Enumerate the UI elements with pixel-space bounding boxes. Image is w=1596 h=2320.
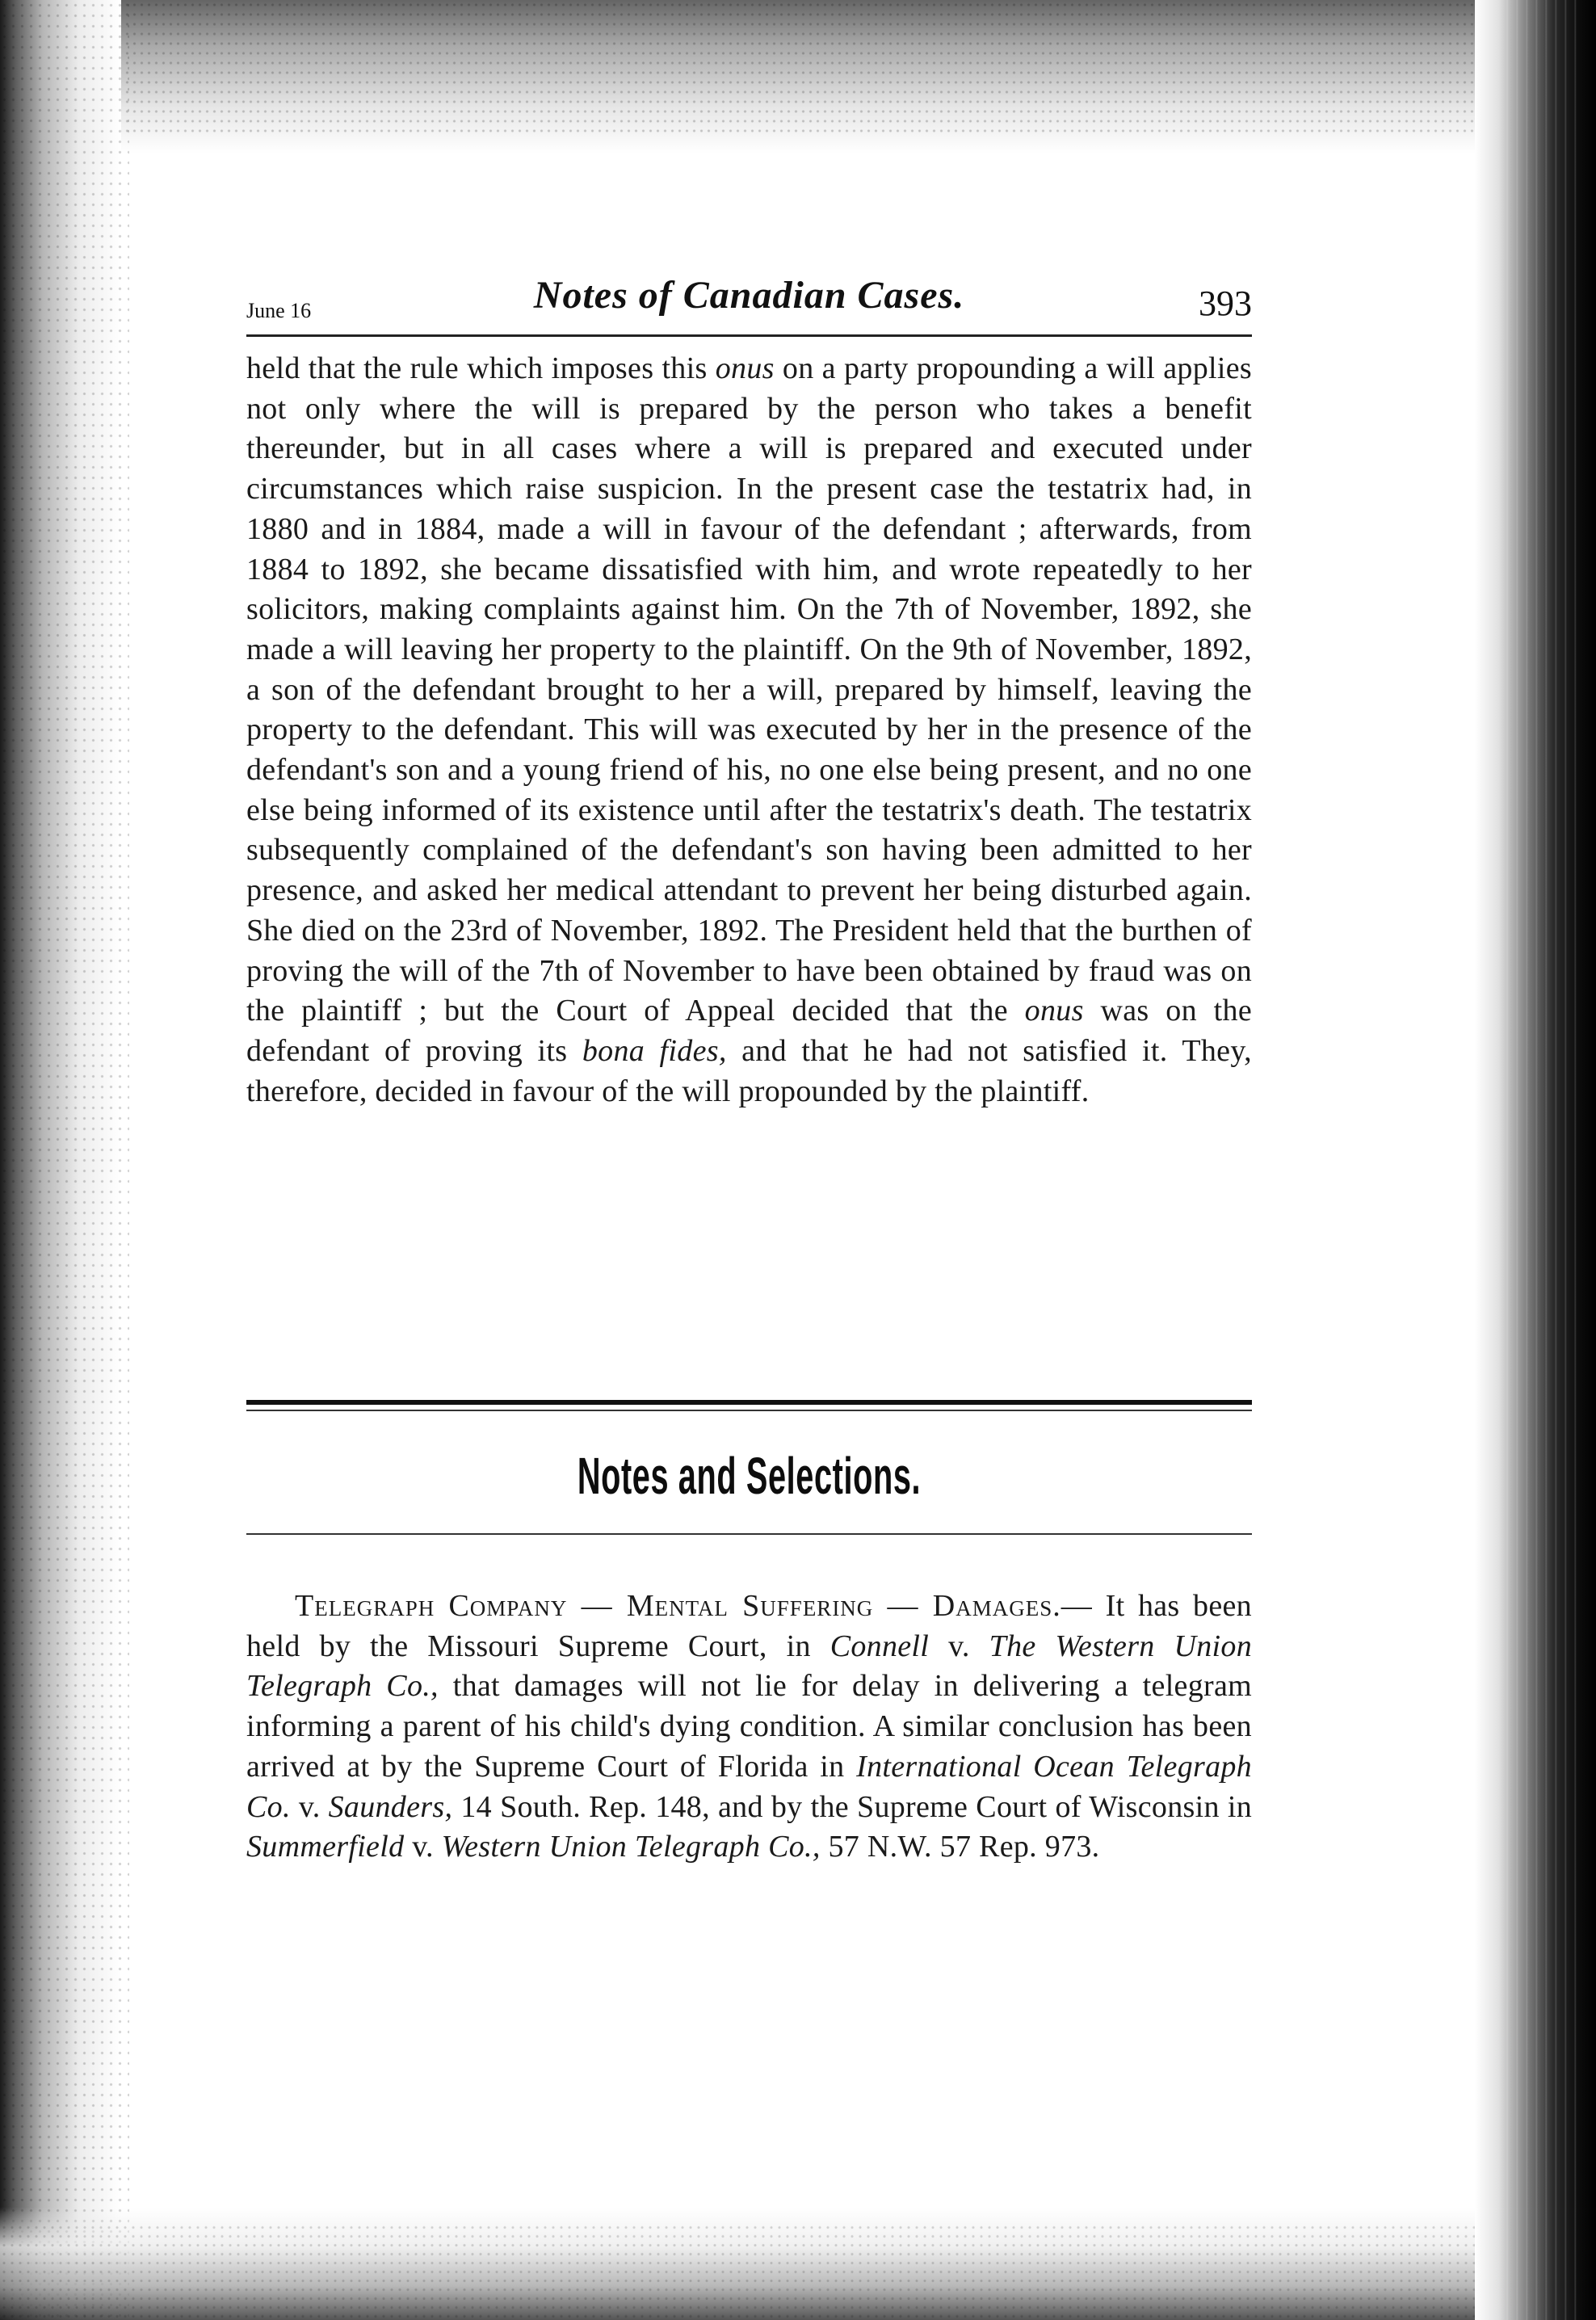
header-title: Notes of Canadian Cases. (533, 274, 965, 317)
note-caption: Telegraph Company — Mental Suffering — Damages. (295, 1589, 1061, 1623)
note-text-1: It has been held by the Missouri Supreme Court, in (246, 1589, 1252, 1663)
note-text-4: 57 N.W. 57 Rep. 973. (820, 1830, 1100, 1864)
note-case-western-union-2: Western Union Telegraph Co., (441, 1830, 821, 1864)
note-caption-dash: — (1060, 1589, 1093, 1623)
note-paragraph (246, 1587, 1252, 1868)
page-number: 393 (1199, 284, 1252, 323)
scan-speckle-left (0, 0, 129, 2320)
note-case-connell: Connell (830, 1629, 930, 1663)
case-onus-1: onus (715, 351, 775, 385)
book-spine-stripes (1499, 0, 1580, 2320)
note-versus-1: v. (929, 1629, 989, 1663)
case-text-4: and that he had not satisfied it. They, therefore, decided in favour of the will propounded by the plaintiff. (246, 1033, 1252, 1108)
section-heading-rule (246, 1533, 1252, 1535)
case-text-3: was on the defendant of proving its (246, 994, 1252, 1068)
note-text-3: 14 South. Rep. 148, and by the Supreme Court of Wisconsin in (452, 1789, 1253, 1824)
case-onus-2: onus (1024, 994, 1084, 1028)
note-case-international-ocean: International Ocean Telegraph Co. (246, 1749, 1252, 1824)
note-case-western-union: The Western Union Telegraph Co., (246, 1629, 1253, 1704)
note-case-summerfield: Summerfield (246, 1830, 405, 1864)
case-paragraph (246, 349, 1252, 1112)
note-text-2: that damages will not lie for delay in delivering a telegram informing a parent of his child's dying condition. A similar conclusion has been arrived at by the Supreme Court of Florida in (246, 1669, 1252, 1784)
case-text-1: held that the rule which imposes this (246, 351, 716, 385)
note-versus-3: v. (404, 1830, 442, 1864)
note-versus-2: v. (290, 1789, 329, 1824)
header-date: June 16 (246, 299, 312, 322)
case-text-2: on a party propounding a will applies not only where the will is prepared by the person who takes a benefit thereunder, but in all cases where a will is prepared and executed under circumstances which raise suspicion. In the present case the testatrix had, in 1880 and in 1884, made a will in favour of the defendant ; afterwards, from 1884 to 1892, she became dissatisfied with him, and wrote repeatedly to her solicitors, making complaints against him. On the 7th of November, 1892, she made a will leaving her property to the plaintiff. On the 9th of November, 1892, a son of the defendant brought to her a will, prepared by himself, leaving the property to the defendant. This will was executed by her in the presence of the defendant's son and a young friend of his, no one else being present, and no one else being informed of its existence until after the testatrix's death. The testatrix subsequently complained of the defendant's son having been admitted to her presence, and asked her medical attendant to prevent her being disturbed again. She died on the 23rd of November, 1892. The President held that the burthen of proving the will of the 7th of November to have been obtained by fraud was on the plaintiff ; but the Court of Appeal decided that the (246, 351, 1252, 1028)
case-bona-fides: bona fides, (582, 1033, 727, 1068)
section-heading: Notes and Selections. (577, 1447, 922, 1505)
scan-speckle-top (0, 0, 1596, 137)
header-rule (246, 334, 1252, 337)
scan-speckle-bottom (0, 2223, 1596, 2320)
note-case-saunders: Saunders, (328, 1789, 453, 1824)
section-rule-thick (246, 1400, 1252, 1405)
section-rule-thin (246, 1410, 1252, 1411)
